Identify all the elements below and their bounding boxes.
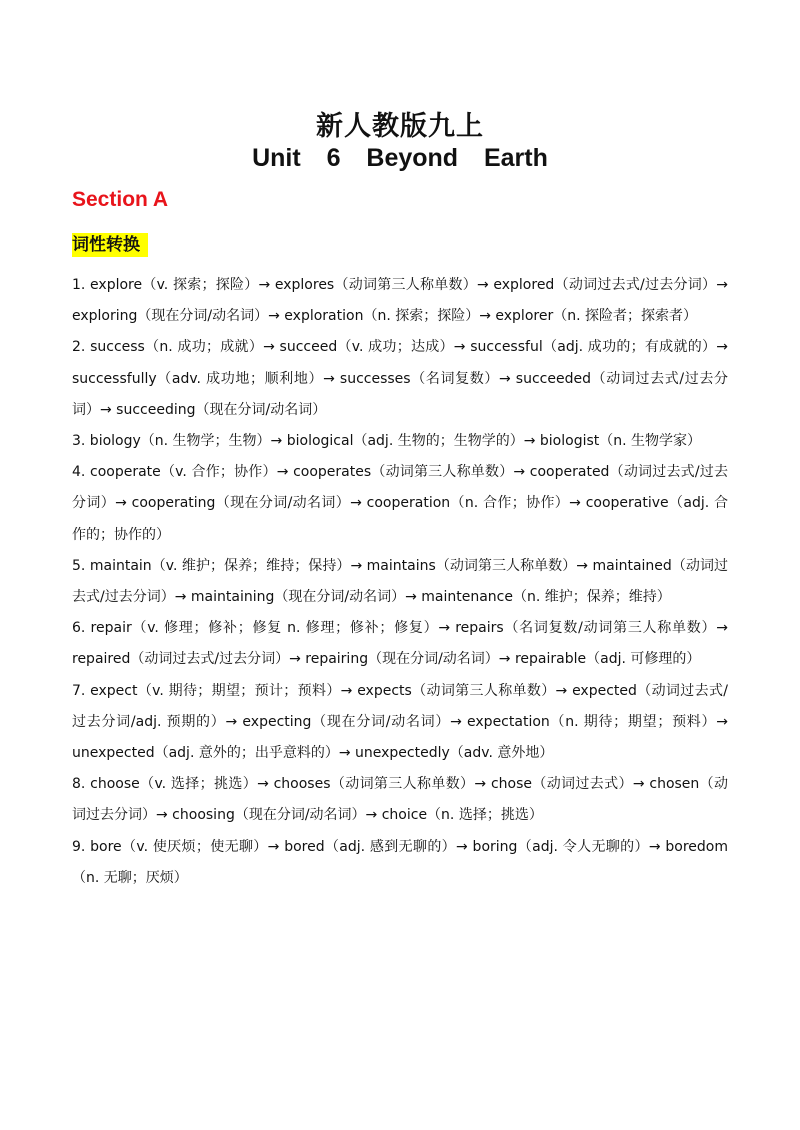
vocabulary-entry: 5. maintain（v. 维护；保养；维持；保持）→ maintains（动词第三人称单数）→ maintained（动词过去式/过去分词）→ maintaining（现在分词/动名词）→ maintenance（n. 维护；保养；维持） [72,557,728,606]
vocabulary-entry: 4. cooperate（v. 合作；协作）→ cooperates（动词第三人称单数）→ cooperated（动词过去式/过去分词）→ cooperating（现在分词/动名词）→ cooperation（n. 合作；协作）→ cooperative（adj. 合作的；协作的） [72,464,728,543]
document-title-english: Unit 6 Beyond Earth [252,144,548,172]
subheading-highlighted: 词性转换 [72,233,148,257]
vocabulary-entry: 2. success（n. 成功；成就）→ succeed（v. 成功；达成）→ successful（adj. 成功的；有成就的）→ successfully（adv. 成功地；顺利地）→ successes（名词复数）→ succeeded（动词过去式/过去分词）→ succeeding（现在分词/动名词） [72,339,728,418]
vocabulary-entry: 1. explore（v. 探索；探险）→ explores（动词第三人称单数）→ explored（动词过去式/过去分词）→ exploring（现在分词/动名词）→ exploration（n. 探索；探险）→ explorer（n. 探险者；探索者） [72,277,728,325]
document-title-chinese: 新人教版九上 [316,111,484,142]
vocabulary-entry: 8. choose（v. 选择；挑选）→ chooses（动词第三人称单数）→ chose（动词过去式）→ chosen（动词过去分词）→ choosing（现在分词/动名词）→ choice（n. 选择；挑选） [72,776,728,824]
vocabulary-entry: 6. repair（v. 修理；修补；修复 n. 修理；修补；修复）→ repairs（名词复数/动词第三人称单数）→ repaired（动词过去式/过去分词）→ repairing（现在分词/动名词）→ repairable（adj. 可修理的） [72,620,728,668]
section-heading: Section A [72,188,169,211]
vocabulary-entry: 3. biology（n. 生物学；生物）→ biological（adj. 生物的；生物学的）→ biologist（n. 生物学家） [72,433,702,450]
vocabulary-entry-list [72,270,728,894]
vocabulary-entry: 7. expect（v. 期待；期望；预计；预料）→ expects（动词第三人称单数）→ expected（动词过去式/过去分词/adj. 预期的）→ expecting（现在分词/动名词）→ expectation（n. 期待；期望；预料）→ unexpected（adj. 意外的；出乎意料的）→ unexpectedly（adv. 意外地） [72,682,728,762]
vocabulary-entry: 9. bore（v. 使厌烦；使无聊）→ bored（adj. 感到无聊的）→ boring（adj. 令人无聊的）→ boredom（n. 无聊；厌烦） [72,838,728,886]
